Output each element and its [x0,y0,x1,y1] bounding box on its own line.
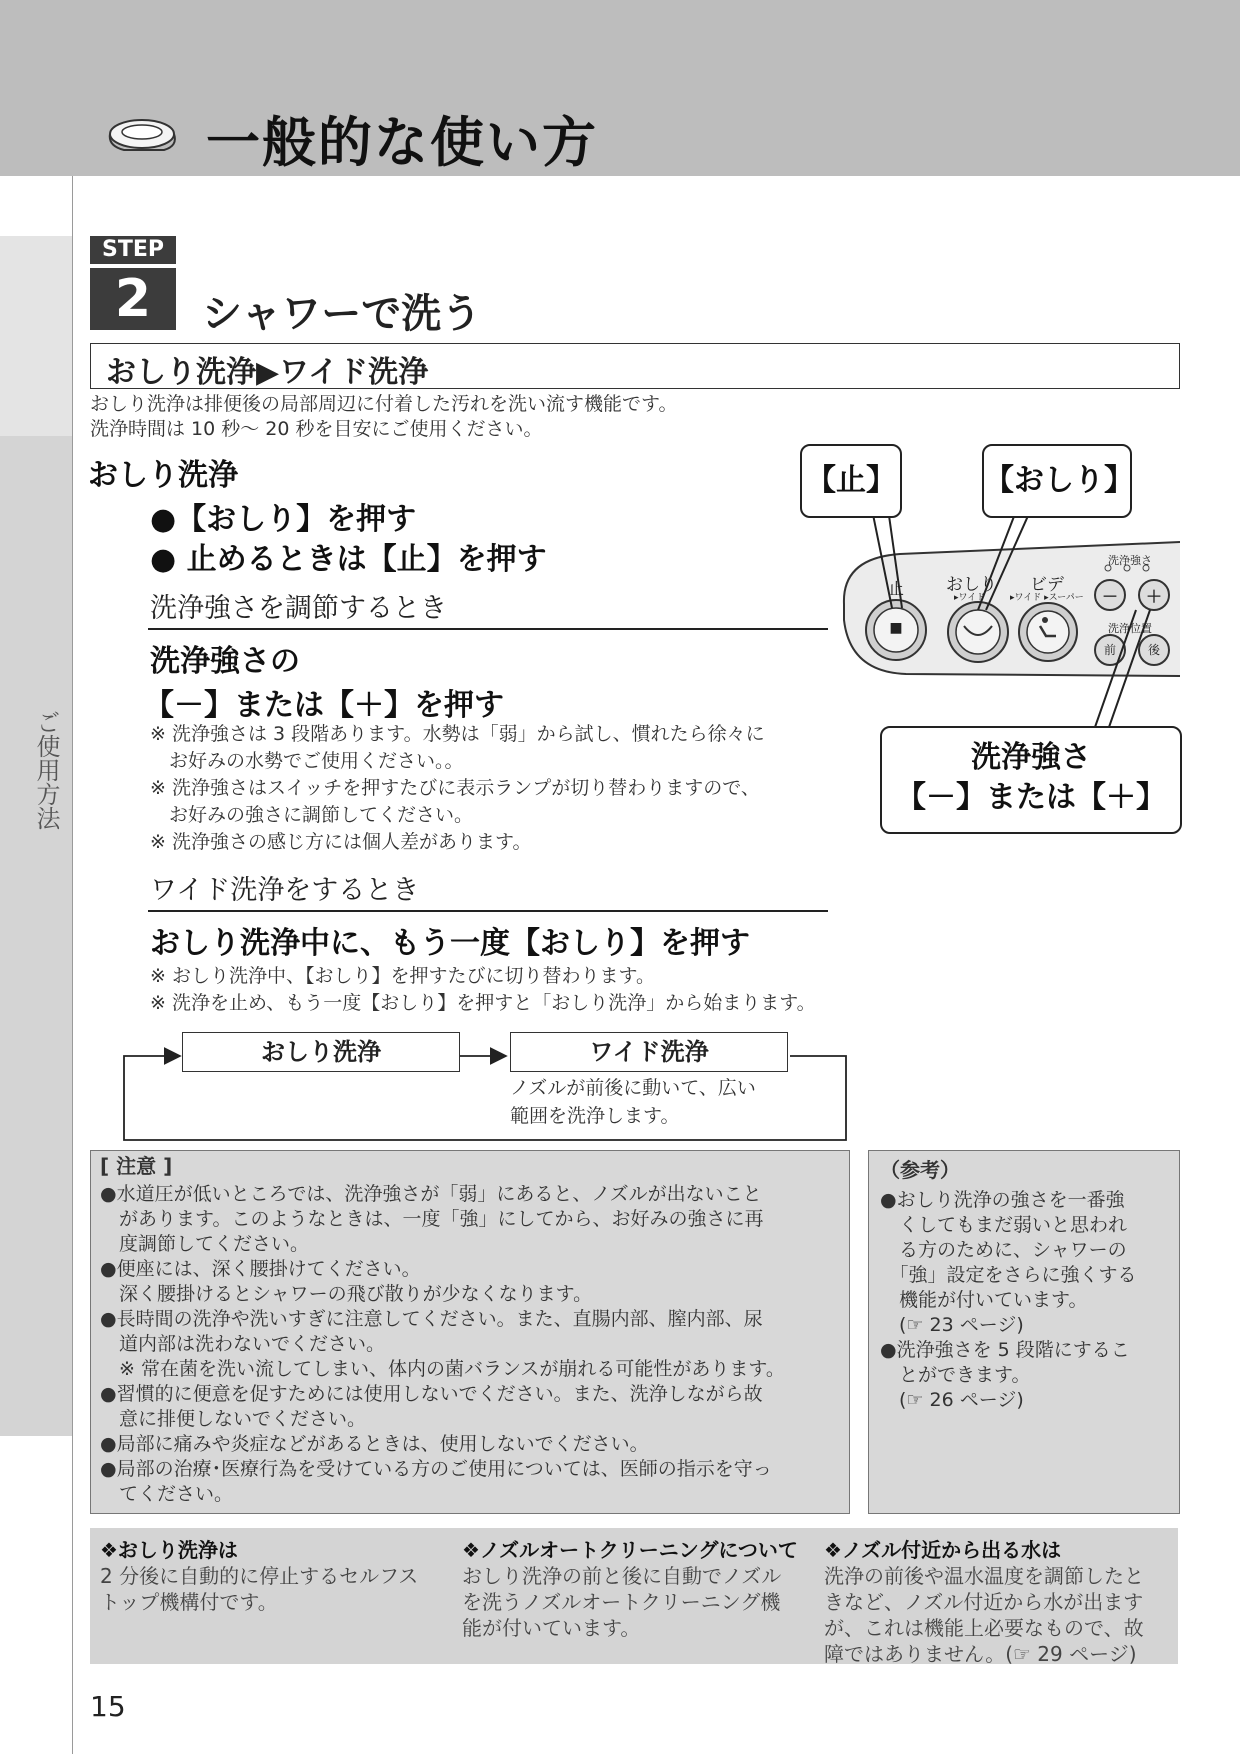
toilet-seat-icon [104,112,184,156]
step-title: シャワーで洗う [202,291,482,337]
strength-note: ※ 洗浄強さはスイッチを押すたびに表示ランプが切り替わりますので、 [150,777,760,799]
bottom-info-line: を洗うノズルオートクリーニング機 [462,1590,781,1614]
bottom-info-line: トップ機構付です。 [100,1590,278,1614]
callout-strength-line: 洗浄強さ [971,740,1091,775]
bottom-info-title: ❖ノズル付近から出る水は [824,1538,1062,1562]
wide-note: ※ おしり洗浄中、【おしり】を押すたびに切り替わります。 [150,965,655,987]
flow-desc: ノズルが前後に動いて、広い [510,1077,756,1099]
caution-line: ※ 常在菌を洗い流してしまい、体内の菌バランスが崩れる可能性があります。 [100,1358,785,1380]
reference-line: ●洗浄強さを 5 段階にするこ [880,1339,1130,1361]
reference-title: （参考） [880,1158,960,1182]
flow-box-oshiri: おしり洗浄 [182,1032,460,1072]
reference-line: 機能が付いています。 [880,1289,1088,1311]
strength-note: ※ 洗浄強さの感じ方には個人差があります。 [150,831,532,853]
panel-label-position: 洗浄位置 [1108,622,1152,635]
bottom-info-line: 能が付いています。 [462,1616,641,1640]
intro-line: 洗浄時間は 10 秒～ 20 秒を目安にご使用ください。 [90,418,543,440]
strength-note: お好みの強さに調節してください。 [150,804,474,826]
bottom-info-col [824,1534,1144,1667]
page-title: 一般的な使い方 [206,111,598,174]
reference-line: (☞ 23 ページ) [880,1314,1024,1336]
panel-label-bidet-sub: ▸ワイド ▸スーパー [1010,593,1084,603]
panel-label-oshiri: おしり [946,575,997,595]
flow-box-wide: ワイド洗浄 [510,1032,788,1072]
reference-line: 「強」設定をさらに強くする [880,1264,1137,1286]
strength-action: 【－】または【＋】を押す [144,688,504,723]
panel-stop-button[interactable]: ■ [889,620,903,636]
reference-line: とができます。 [880,1364,1031,1386]
side-tab [0,436,72,1436]
step-label: STEP [90,236,176,264]
panel-plus-button[interactable]: ＋ [1145,587,1162,606]
page-header [0,0,1240,176]
bottom-info-line: が、これは機能上必要なもので、故 [824,1616,1144,1640]
caution-line: ●便座には、深く腰掛けてください。 [100,1258,421,1280]
step-number: 2 [90,268,176,330]
bottom-info-line: 洗浄の前後や温水温度を調節したと [824,1564,1144,1588]
intro-line: おしり洗浄は排便後の局部周辺に付着した汚れを洗い流す機能です。 [90,393,678,415]
divider [148,910,828,912]
panel-back-button[interactable]: 後 [1147,643,1160,657]
wide-action: おしり洗浄中に、もう一度【おしり】を押す [150,926,750,961]
bottom-info-title: ❖おしり洗浄は [100,1538,238,1562]
bottom-info-col [462,1534,798,1641]
strength-subheading: 洗浄強さを調節するとき [150,593,447,624]
callout-strength [880,726,1182,834]
caution-line: ●局部の治療･医療行為を受けている方のご使用については、医師の指示を守っ [100,1458,772,1480]
strength-note: ※ 洗浄強さは 3 段階あります。水勢は「弱」から試し、慣れたら徐々に [150,723,765,745]
reference-line: ●おしり洗浄の強さを一番強 [880,1189,1125,1211]
bottom-info-line: 2 分後に自動的に停止するセルフス [100,1564,419,1588]
panel-label-wide: ▸ワイド [954,593,986,603]
caution-line: 深く腰掛けるとシャワーの飛び散りが少なくなります。 [100,1283,593,1305]
panel-front-button[interactable]: 前 [1103,643,1116,657]
reference-lines [880,1188,1137,1413]
page-number: 15 [90,1690,126,1723]
flow-desc: 範囲を洗浄します。 [510,1105,680,1127]
callout-stop: 【止】 [800,444,902,518]
bottom-info-col [100,1534,418,1615]
strength-note: お好みの水勢でご使用ください。。 [150,750,464,772]
reference-line: くしてもまだ弱いと思われ [880,1214,1128,1236]
caution-line: 意に排便しないでください。 [100,1408,367,1430]
panel-label-strength: 洗浄強さ [1108,554,1152,567]
reference-line: る方のために、シャワーの [880,1239,1127,1261]
caution-lines [100,1182,785,1507]
caution-line: てください。 [100,1483,234,1505]
bottom-info-line: おしり洗浄の前と後に自動でノズル [462,1564,782,1588]
caution-line: 道内部は洗わないでください。 [100,1333,386,1355]
caution-title: [ 注意 ] [100,1154,173,1178]
panel-minus-button[interactable]: － [1101,587,1118,606]
caution-line: ●長時間の洗浄や洗いすぎに注意してください。また、直腸内部、膣内部、尿 [100,1308,763,1330]
caution-line: ●水道圧が低いところでは、洗浄強さが「弱」にあると、ノズルが出ないこと [100,1183,762,1205]
bottom-info-line: 障ではありません。(☞ 29 ページ) [824,1642,1137,1666]
bottom-info-title: ❖ノズルオートクリーニングについて [462,1538,798,1562]
side-tab-label: ご使用方法 [32,710,60,830]
oshiri-heading: おしり洗浄 [88,458,238,493]
wide-note: ※ 洗浄を止め、もう一度【おしり】を押すと「おしり洗浄」から始まります。 [150,992,816,1014]
wide-subheading: ワイド洗浄をするとき [150,875,420,906]
side-tab-upper [0,236,72,436]
caution-line: 度調節してください。 [100,1233,310,1255]
caution-line: があります。このようなときは、一度「強」にしてから、お好みの強さに再 [100,1208,764,1230]
strength-action: 洗浄強さの [150,644,300,679]
instruction-bullet: ● 止めるときは【止】を押す [150,542,547,577]
caution-line: ●習慣的に便意を促すためには使用しないでください。また、洗浄しながら故 [100,1383,763,1405]
instruction-bullet: ●【おしり】を押す [150,502,417,537]
panel-label-stop: 止 [888,579,905,598]
divider [148,628,828,630]
section-title: おしり洗浄▶ワイド洗浄 [106,355,429,390]
callout-oshiri: 【おしり】 [982,444,1132,518]
bottom-info-line: きなど、ノズル付近から水が出ます [824,1590,1144,1614]
callout-strength-line: 【－】または【＋】 [896,780,1166,815]
reference-line: (☞ 26 ページ) [880,1389,1024,1411]
margin-line [72,176,73,1754]
panel-label-bidet: ビデ [1030,575,1064,595]
caution-line: ●局部に痛みや炎症などがあるときは、使用しないでください。 [100,1433,649,1455]
